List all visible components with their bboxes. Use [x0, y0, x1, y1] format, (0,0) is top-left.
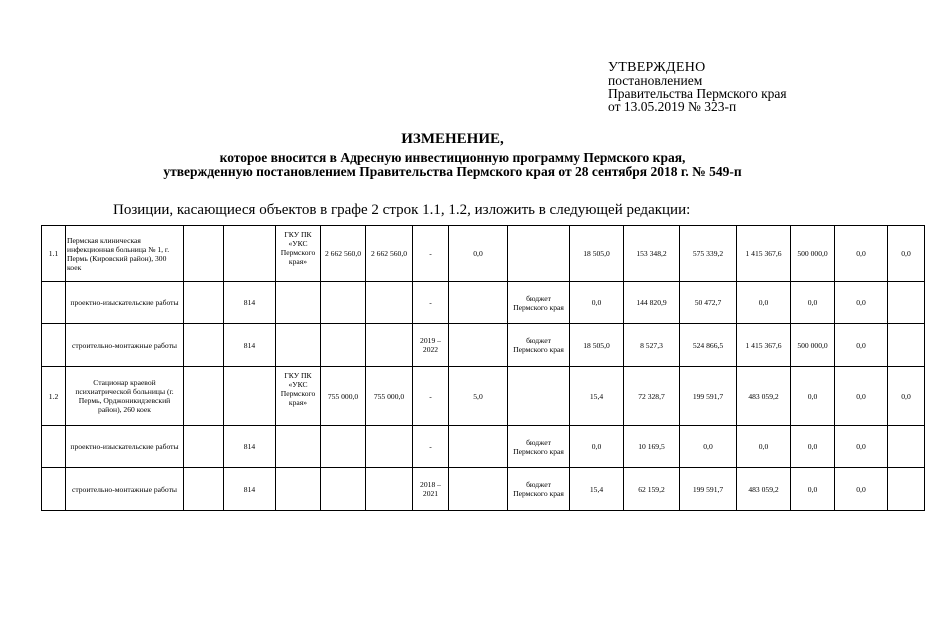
cell-cost1	[321, 426, 366, 468]
table-row	[42, 426, 925, 468]
cell-v2023: 0,0	[835, 226, 888, 282]
cell-source	[508, 367, 570, 426]
cell-cost2: 755 000,0	[366, 367, 413, 426]
cell-cost2	[366, 426, 413, 468]
subtitle-line-1: которое вносится в Адресную инвестиционную программу Пермского края,	[219, 150, 686, 165]
cell-num: 1.2	[42, 367, 66, 426]
cell-num: 1.1	[42, 226, 66, 282]
cell-v2024: 0,0	[888, 226, 925, 282]
cell-spacer	[184, 226, 224, 282]
cell-v2018: 0,0	[570, 426, 624, 468]
cell-num	[42, 282, 66, 324]
cell-code: 814	[224, 468, 276, 511]
cell-v2024	[888, 426, 925, 468]
cell-source: бюджет Пермского края	[508, 282, 570, 324]
cell-v2023: 0,0	[835, 282, 888, 324]
table-row	[42, 226, 925, 282]
cell-v2019: 62 159,2	[624, 468, 680, 511]
cell-source: бюджет Пермского края	[508, 324, 570, 367]
cell-v2019: 10 169,5	[624, 426, 680, 468]
cell-period: -	[413, 226, 449, 282]
cell-v2021: 1 415 367,6	[737, 226, 791, 282]
cell-v2020: 575 339,2	[680, 226, 737, 282]
cell-v2024	[888, 282, 925, 324]
cell-cost1: 2 662 560,0	[321, 226, 366, 282]
approval-line-2: Правительства Пермского края	[608, 86, 787, 101]
cell-v2019: 144 820,9	[624, 282, 680, 324]
cell-v2020: 50 472,7	[680, 282, 737, 324]
cell-spacer	[184, 367, 224, 426]
cell-v2021: 483 059,2	[737, 367, 791, 426]
cell-v2021: 0,0	[737, 426, 791, 468]
cell-v2023: 0,0	[835, 468, 888, 511]
document-title: ИЗМЕНЕНИЕ,	[401, 131, 504, 147]
cell-v2019: 8 527,3	[624, 324, 680, 367]
table-row	[42, 367, 925, 426]
cell-v2022: 500 000,0	[791, 324, 835, 367]
cell-period: -	[413, 426, 449, 468]
cell-customer: ГКУ ПК «УКС Пермского края»	[276, 367, 321, 426]
cell-v2021: 483 059,2	[737, 468, 791, 511]
cell-v2020: 199 591,7	[680, 468, 737, 511]
cell-customer	[276, 468, 321, 511]
cell-capacity: 0,0	[449, 226, 508, 282]
cell-cost2: 2 662 560,0	[366, 226, 413, 282]
cell-v2022: 500 000,0	[791, 226, 835, 282]
cell-v2022: 0,0	[791, 282, 835, 324]
cell-code: 814	[224, 282, 276, 324]
cell-cost1	[321, 468, 366, 511]
cell-num	[42, 426, 66, 468]
cell-v2022: 0,0	[791, 468, 835, 511]
cell-customer	[276, 426, 321, 468]
cell-spacer	[184, 426, 224, 468]
cell-v2021: 0,0	[737, 282, 791, 324]
cell-customer: ГКУ ПК «УКС Пермского края»	[276, 226, 321, 282]
table-row	[42, 324, 925, 367]
approval-line-1: постановлением	[608, 73, 703, 88]
cell-name: проектно-изыскательские работы	[66, 282, 184, 324]
cell-v2021: 1 415 367,6	[737, 324, 791, 367]
cell-num	[42, 324, 66, 367]
cell-v2020: 199 591,7	[680, 367, 737, 426]
cell-name: строительно-монтажные работы	[66, 324, 184, 367]
cell-v2018: 0,0	[570, 282, 624, 324]
cell-name: Пермская клиническая инфекционная больница № 1, г. Пермь (Кировский район), 300 коек	[66, 226, 184, 282]
approval-heading: УТВЕРЖДЕНО	[608, 60, 706, 75]
cell-cost1: 755 000,0	[321, 367, 366, 426]
cell-capacity	[449, 468, 508, 511]
cell-source: бюджет Пермского края	[508, 426, 570, 468]
cell-spacer	[184, 468, 224, 511]
cell-period: -	[413, 367, 449, 426]
table-row	[42, 468, 925, 511]
cell-v2019: 72 328,7	[624, 367, 680, 426]
cell-v2018: 18 505,0	[570, 226, 624, 282]
cell-spacer	[184, 324, 224, 367]
cell-spacer	[184, 282, 224, 324]
subtitle-line-2: утвержденную постановлением Правительства Пермского края от 28 сентября 2018 г. № 549-п	[163, 164, 742, 179]
cell-capacity: 5,0	[449, 367, 508, 426]
cell-period: -	[413, 282, 449, 324]
cell-customer	[276, 282, 321, 324]
cell-name: Стационар краевой психиатрической больницы (г. Пермь, Орджоникидзевский район), 260 коек	[66, 367, 184, 426]
cell-v2022: 0,0	[791, 367, 835, 426]
cell-source: бюджет Пермского края	[508, 468, 570, 511]
cell-code	[224, 367, 276, 426]
cell-cost2	[366, 468, 413, 511]
cell-v2024	[888, 324, 925, 367]
cell-period: 2018 – 2021	[413, 468, 449, 511]
cell-source	[508, 226, 570, 282]
investment-table	[41, 225, 925, 511]
cell-v2024	[888, 468, 925, 511]
cell-v2024: 0,0	[888, 367, 925, 426]
cell-cost1	[321, 324, 366, 367]
approval-block	[608, 61, 787, 113]
document-subtitle	[0, 151, 905, 179]
cell-cost2	[366, 282, 413, 324]
cell-v2018: 18 505,0	[570, 324, 624, 367]
cell-capacity	[449, 426, 508, 468]
cell-name: проектно-изыскательские работы	[66, 426, 184, 468]
cell-num	[42, 468, 66, 511]
cell-v2020: 0,0	[680, 426, 737, 468]
cell-cost1	[321, 282, 366, 324]
approval-line-3: от 13.05.2019 № 323-п	[608, 99, 737, 114]
cell-v2018: 15,4	[570, 367, 624, 426]
cell-v2023: 0,0	[835, 426, 888, 468]
cell-customer	[276, 324, 321, 367]
cell-v2023: 0,0	[835, 367, 888, 426]
cell-capacity	[449, 324, 508, 367]
cell-period: 2019 – 2022	[413, 324, 449, 367]
cell-code	[224, 226, 276, 282]
intro-text: Позиции, касающиеся объектов в графе 2 строк 1.1, 1.2, изложить в следующей редакции:	[113, 202, 691, 218]
cell-v2022: 0,0	[791, 426, 835, 468]
cell-name: строительно-монтажные работы	[66, 468, 184, 511]
cell-code: 814	[224, 426, 276, 468]
cell-cost2	[366, 324, 413, 367]
cell-code: 814	[224, 324, 276, 367]
cell-v2018: 15,4	[570, 468, 624, 511]
cell-v2019: 153 348,2	[624, 226, 680, 282]
cell-v2020: 524 866,5	[680, 324, 737, 367]
table-row	[42, 282, 925, 324]
cell-v2023: 0,0	[835, 324, 888, 367]
cell-capacity	[449, 282, 508, 324]
